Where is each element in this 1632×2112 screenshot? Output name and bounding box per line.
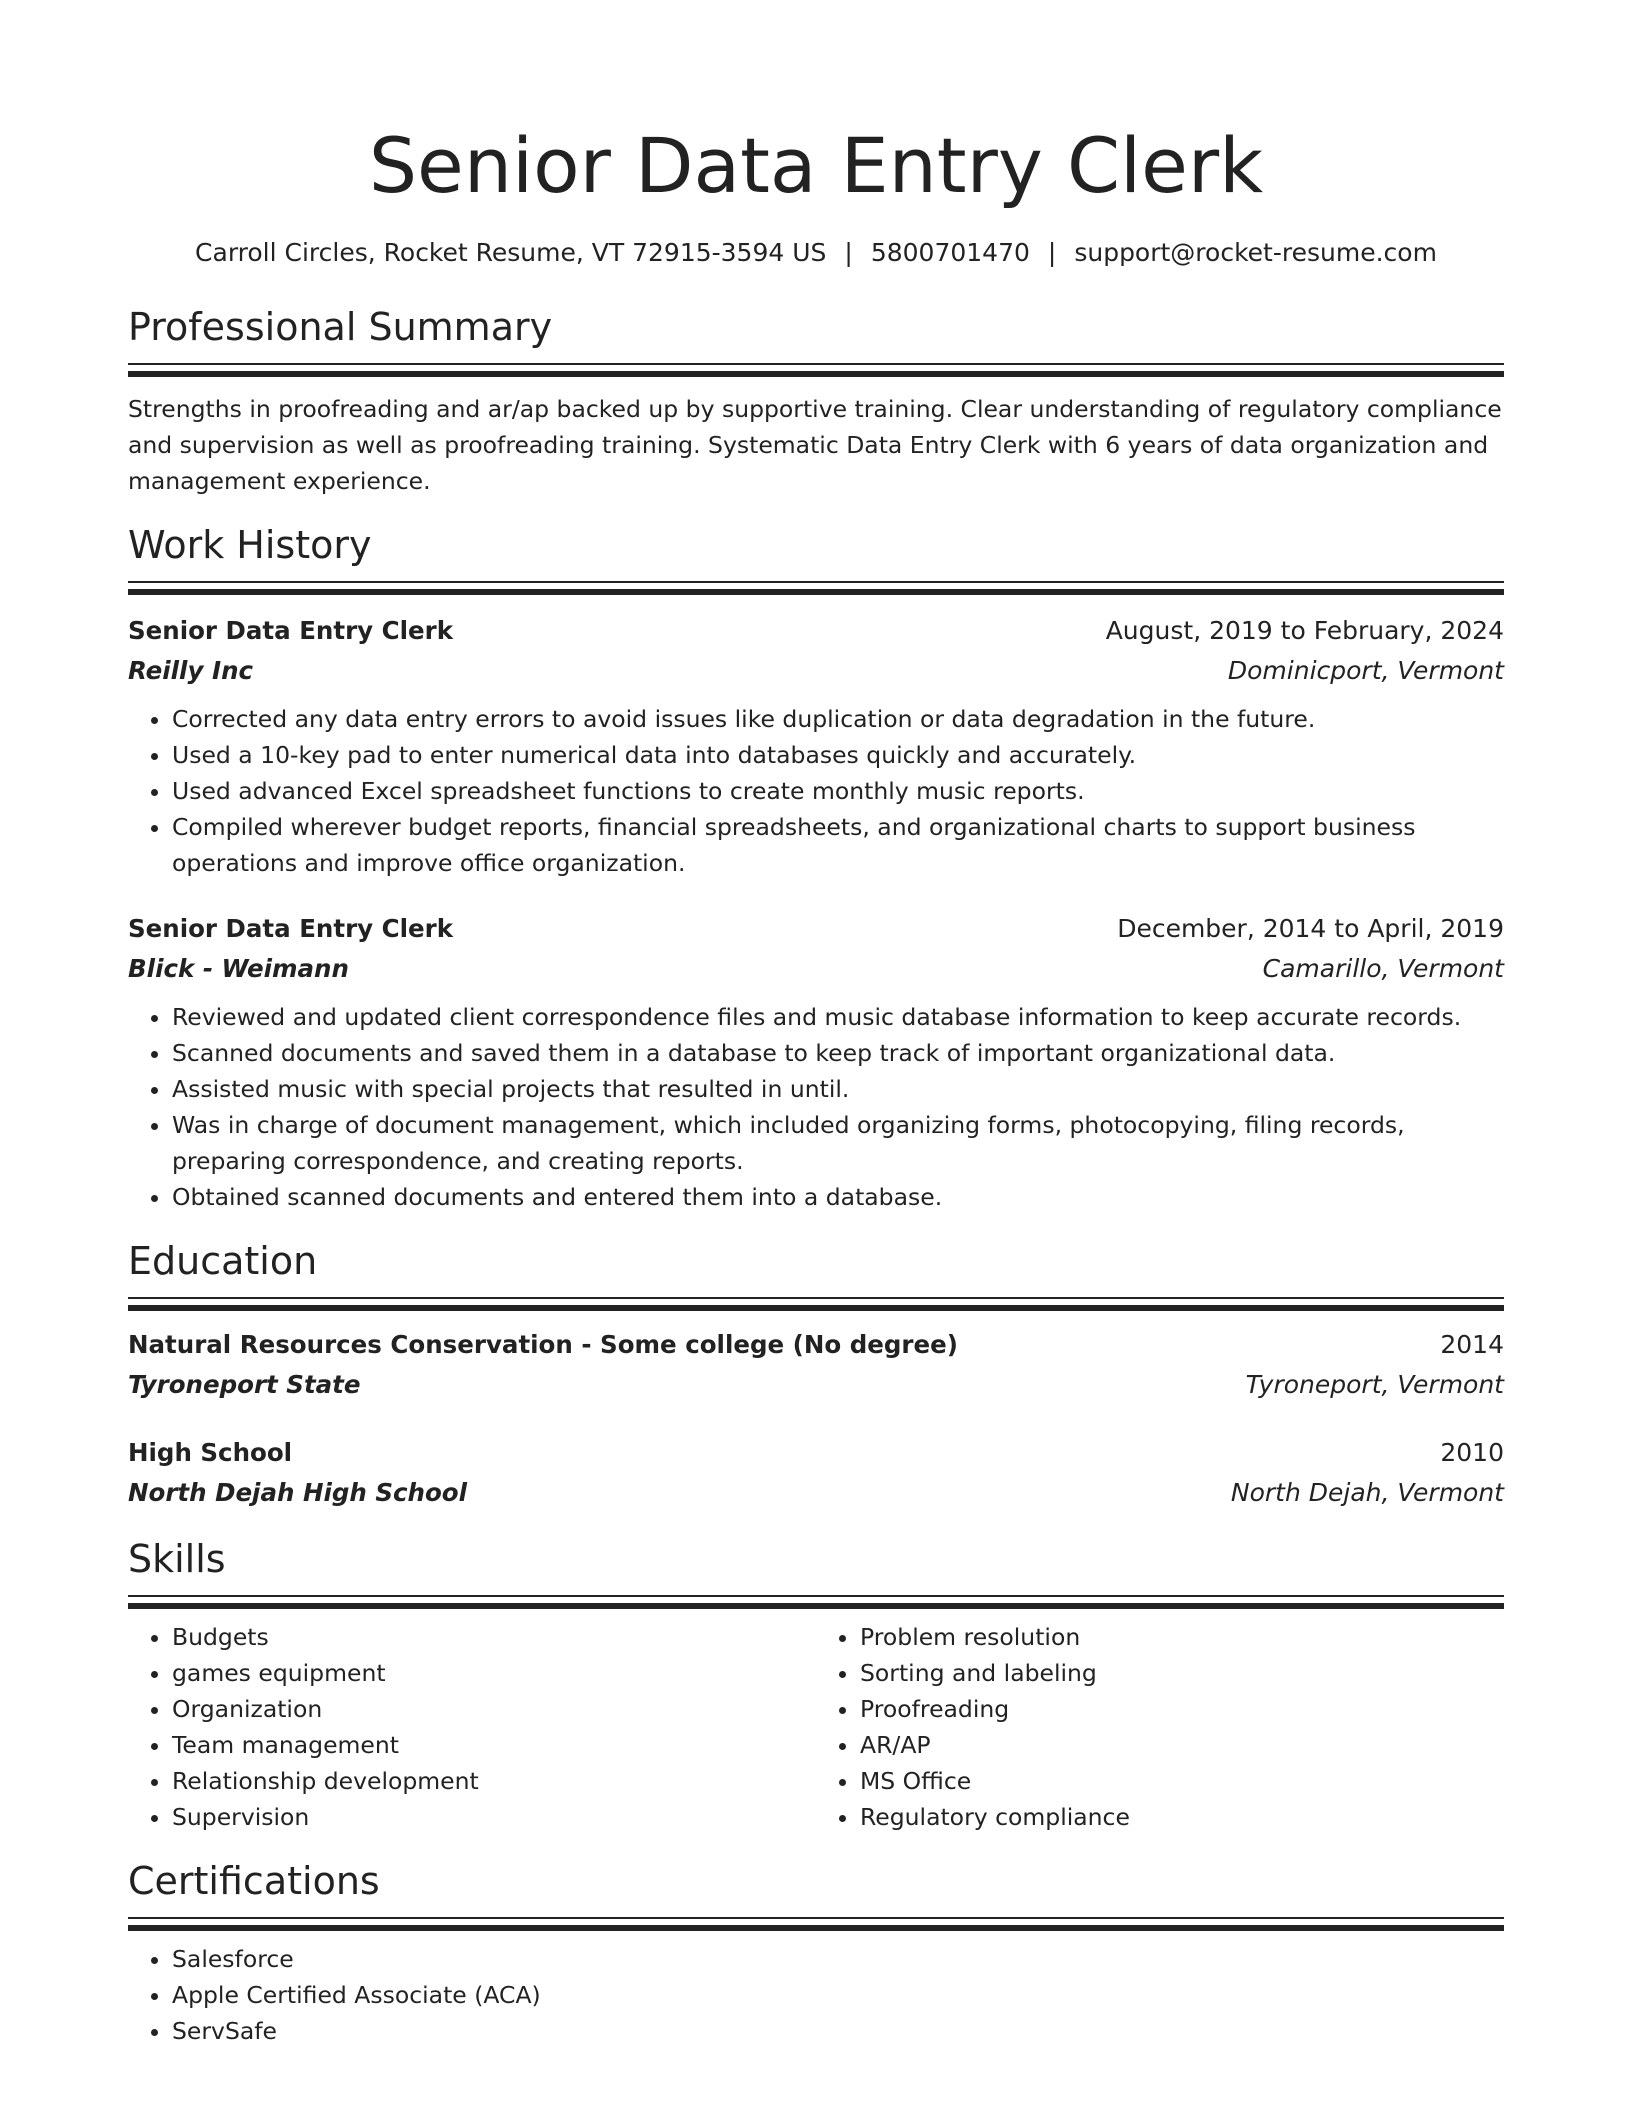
section-rule <box>128 1297 1504 1311</box>
certification-item: • ServSafe <box>172 2013 1504 2049</box>
contact-separator: | <box>1047 238 1057 268</box>
summary-text: Strengths in proofreading and ar/ap backed up by supportive training. Clear understanding of regulatory compliance and supervision as well as proofreading training. Systematic Data Entry Clerk with 6 years of data organization and management experience. <box>128 395 1502 496</box>
skill-item: • Proofreading <box>860 1691 1504 1727</box>
job-bullet: • Corrected any data entry errors to avoid issues like duplication or data degradation in the future. <box>172 701 1504 737</box>
job-title: Senior Data Entry Clerk <box>128 914 454 944</box>
education-school: North Dejah High School <box>128 1478 468 1508</box>
job-bullet: • Obtained scanned documents and entered them into a database. <box>172 1179 1504 1215</box>
job-bullet: • Used a 10-key pad to enter numerical data into databases quickly and accurately. <box>172 737 1504 773</box>
certification-item: • Salesforce <box>172 1941 1504 1977</box>
skill-item: • games equipment <box>172 1655 816 1691</box>
contact-address: Carroll Circles, Rocket Resume, VT 72915-3594 US <box>195 238 827 268</box>
education-section <box>128 1237 1504 1513</box>
job-bullet: • Reviewed and updated client correspondence files and music database information to keep accurate records. <box>172 999 1504 1035</box>
contact-phone: 5800701470 <box>870 238 1030 268</box>
job-bullet-list <box>128 999 1504 1215</box>
skill-item: • Regulatory compliance <box>860 1799 1504 1835</box>
job-entry <box>128 611 1504 881</box>
section-rule <box>128 1917 1504 1931</box>
education-location: Tyroneport, Vermont <box>1245 1370 1504 1400</box>
job-title: Senior Data Entry Clerk <box>128 616 454 646</box>
job-entry <box>128 909 1504 1215</box>
skill-item: • MS Office <box>860 1763 1504 1799</box>
section-rule <box>128 1595 1504 1609</box>
education-degree: Natural Resources Conservation - Some college (No degree) <box>128 1330 958 1360</box>
job-company-row <box>128 651 1504 691</box>
skills-list-right <box>816 1619 1504 1835</box>
work-history-section <box>128 521 1504 1215</box>
education-entry <box>128 1433 1504 1513</box>
certification-item: • Apple Certified Associate (ACA) <box>172 1977 1504 2013</box>
education-entry <box>128 1325 1504 1405</box>
job-bullet: • Was in charge of document management, which included organizing forms, photocopying, filing records, preparing correspondence, and creating reports. <box>172 1107 1504 1179</box>
job-company: Reilly Inc <box>128 656 254 686</box>
education-header-row <box>128 1433 1504 1473</box>
section-heading-skills: Skills <box>128 1537 226 1582</box>
job-dates: December, 2014 to April, 2019 <box>1117 914 1504 944</box>
certifications-list <box>128 1941 1504 2049</box>
skills-list-left <box>128 1619 816 1835</box>
certifications-section <box>128 1857 1504 2049</box>
section-heading-certifications: Certifications <box>128 1859 380 1904</box>
skill-item: • Organization <box>172 1691 816 1727</box>
job-location: Dominicport, Vermont <box>1227 656 1504 686</box>
skills-section <box>128 1535 1504 1835</box>
education-header-row <box>128 1325 1504 1365</box>
summary-section <box>128 303 1504 499</box>
job-header-row <box>128 611 1504 651</box>
job-company-row <box>128 949 1504 989</box>
section-rule <box>128 581 1504 595</box>
education-year: 2014 <box>1440 1330 1504 1360</box>
job-bullet: • Scanned documents and saved them in a database to keep track of important organizational data. <box>172 1035 1504 1071</box>
education-school-row <box>128 1365 1504 1405</box>
skill-item: • Sorting and labeling <box>860 1655 1504 1691</box>
education-year: 2010 <box>1440 1438 1504 1468</box>
skill-item: • AR/AP <box>860 1727 1504 1763</box>
education-school-row <box>128 1473 1504 1513</box>
skill-item: • Supervision <box>172 1799 816 1835</box>
section-heading-education: Education <box>128 1239 318 1284</box>
job-dates: August, 2019 to February, 2024 <box>1105 616 1504 646</box>
job-company: Blick - Weimann <box>128 954 349 984</box>
contact-separator: | <box>844 238 853 268</box>
skills-grid <box>128 1609 1504 1835</box>
skill-item: • Relationship development <box>172 1763 816 1799</box>
contact-email: support@rocket-resume.com <box>1074 238 1437 268</box>
skill-item: • Team management <box>172 1727 816 1763</box>
job-bullet: • Compiled wherever budget reports, financial spreadsheets, and organizational charts to support business operations and improve office organization. <box>172 809 1504 881</box>
skill-item: • Problem resolution <box>860 1619 1504 1655</box>
job-location: Camarillo, Vermont <box>1262 954 1504 984</box>
section-heading-work-history: Work History <box>128 523 372 568</box>
skill-item: • Budgets <box>172 1619 816 1655</box>
education-degree: High School <box>128 1438 293 1468</box>
resume-title: Senior Data Entry Clerk <box>368 121 1264 210</box>
job-bullet-list <box>128 701 1504 881</box>
job-bullet: • Assisted music with special projects that resulted in until. <box>172 1071 1504 1107</box>
education-location: North Dejah, Vermont <box>1230 1478 1504 1508</box>
education-school: Tyroneport State <box>128 1370 361 1400</box>
section-rule <box>128 363 1504 377</box>
section-heading-summary: Professional Summary <box>128 305 553 350</box>
contact-line <box>128 233 1504 273</box>
job-bullet: • Used advanced Excel spreadsheet functions to create monthly music reports. <box>172 773 1504 809</box>
job-header-row <box>128 909 1504 949</box>
